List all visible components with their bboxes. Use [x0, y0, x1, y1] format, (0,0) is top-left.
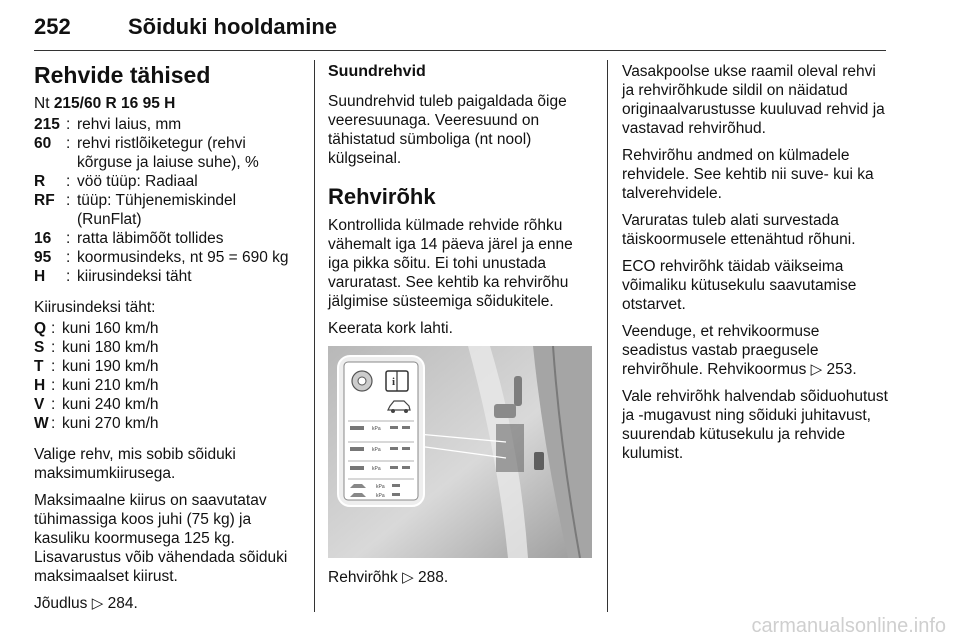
definition-value: rehvi ristlõiketegur (rehvi kõrguse ja laiuse suhe), %: [77, 135, 259, 171]
label-unit: kPa: [376, 484, 385, 490]
definition-row: [34, 172, 302, 191]
definition-colon: :: [66, 230, 71, 247]
definition-colon: :: [51, 358, 56, 375]
page-reference-triangle-icon: ▷: [91, 595, 104, 612]
definition-colon: :: [51, 320, 56, 337]
section-heading-tire-markings: Rehvide tähised: [34, 62, 211, 88]
column-divider: [314, 60, 315, 612]
paragraph-with-reference: Veenduge, et rehvikoormuse seadistus vastab praegusele rehvirõhule. Rehvikoormus ▷ 253.: [622, 323, 857, 378]
definition-row: [34, 376, 302, 395]
definition-key: 95: [34, 249, 52, 266]
definition-key: T: [34, 358, 44, 375]
label-unit: kPa: [372, 466, 381, 472]
column-1: [34, 62, 302, 621]
definition-value: kuni 270 km/h: [62, 415, 159, 432]
watermark: carmanualsonline.info: [751, 615, 946, 637]
definition-key: H: [34, 268, 46, 285]
section-heading-tire-pressure: Rehvirõhk: [328, 184, 436, 209]
definition-key: H: [34, 377, 46, 394]
paragraph: Valige rehv, mis sobib sõiduki maksimumkiirusega.: [34, 446, 236, 482]
example-code: 215/60 R 16 95 H: [53, 95, 176, 112]
definition-colon: :: [66, 249, 71, 266]
paragraph: Vale rehvirõhk halvendab sõiduohutust ja -mugavust ning sõiduki juhitavust, suurendab kütusekulu ja rehvide kulumist.: [622, 388, 888, 462]
definition-key: 215: [34, 116, 60, 133]
paragraph: Kontrollida külmade rehvide rõhku vähemalt iga 14 päeva järel ja enne iga pikka sõitu. Ei tohi unustada varuratast. See kehtib ka rehvirõhu jälgimise süsteemiga sõidukitele.: [328, 217, 573, 310]
column-3: [622, 62, 888, 471]
definition-row: [34, 134, 302, 172]
definition-key: V: [34, 396, 45, 413]
definition-row: [34, 357, 302, 376]
subheading-directional-tires: Suundrehvid: [328, 63, 426, 80]
definition-key: R: [34, 173, 46, 190]
paragraph: Rehvirõhu andmed on külmadele rehvidele. See kehtib nii suve- kui ka talverehvidele.: [622, 147, 874, 202]
definition-value: rehvi laius, mm: [77, 116, 182, 133]
definition-value: kuni 190 km/h: [62, 358, 159, 375]
definition-colon: :: [51, 377, 56, 394]
definition-value: kuni 160 km/h: [62, 320, 159, 337]
chapter-title: Sõiduki hooldamine: [128, 14, 338, 39]
page-number: 252: [34, 14, 71, 39]
definition-value: vöö tüüp: Radiaal: [77, 173, 198, 190]
speed-index-intro: Kiirusindeksi täht:: [34, 299, 156, 316]
definition-key: S: [34, 339, 45, 356]
definition-value: kuni 180 km/h: [62, 339, 159, 356]
definition-colon: :: [51, 415, 56, 432]
definition-row: [34, 191, 302, 229]
definition-colon: :: [51, 396, 56, 413]
label-unit: kPa: [376, 493, 385, 499]
definition-value: kiirusindeksi täht: [77, 268, 192, 285]
column-divider: [607, 60, 608, 612]
definition-colon: :: [51, 339, 56, 356]
definition-colon: :: [66, 192, 71, 209]
definition-row: [34, 229, 302, 248]
definition-value: koormusindeks, nt 95 = 690 kg: [77, 249, 289, 266]
definition-colon: :: [66, 173, 71, 190]
definition-value: kuni 240 km/h: [62, 396, 159, 413]
definition-row: [34, 395, 302, 414]
example-line: Nt 215/60 R 16 95 H: [34, 95, 176, 112]
paragraph: ECO rehvirõhk täidab väikseima võimaliku kütusekulu saavutamise otstarvet.: [622, 258, 857, 313]
definition-key: Q: [34, 320, 47, 337]
tire-pressure-label-photo: [328, 346, 592, 558]
definition-key: 60: [34, 135, 52, 152]
definition-key: W: [34, 415, 49, 432]
definition-row: [34, 414, 302, 433]
page-reference-triangle-icon: ▷: [402, 569, 414, 586]
definition-value: ratta läbimõõt tollides: [77, 230, 224, 247]
definition-value: tüüp: Tühjenemiskindel (RunFlat): [77, 192, 237, 228]
definition-row: [34, 267, 302, 286]
paragraph: Keerata kork lahti.: [328, 320, 453, 337]
speed-index-list: [34, 319, 302, 433]
definition-colon: :: [66, 135, 71, 152]
cross-reference[interactable]: Jõudlus ▷ 284.: [34, 595, 138, 612]
page-reference-link[interactable]: 253.: [826, 361, 857, 378]
definition-colon: :: [66, 268, 71, 285]
svg-text:i: i: [392, 376, 396, 388]
paragraph: Suundrehvid tuleb paigaldada õige veeresuunaga. Veeresuund on tähistatud sümboliga (nt nool) külgseinal.: [328, 93, 567, 167]
definition-colon: :: [66, 116, 71, 133]
definition-row: [34, 248, 302, 267]
column-2: [328, 62, 594, 595]
definition-key: 16: [34, 230, 52, 247]
image-caption[interactable]: Rehvirõhk ▷ 288.: [328, 569, 449, 586]
definition-value: kuni 210 km/h: [62, 377, 159, 394]
label-unit: kPa: [372, 426, 381, 432]
definition-key: RF: [34, 192, 55, 209]
paragraph: Maksimaalne kiirus on saavutatav tühimassiga koos juhi (75 kg) ja kasuliku koormusega 125 kg. Lisavarustus võib vähendada sõiduki maksimaalset kiirust.: [34, 492, 288, 585]
page-reference-triangle-icon: ▷: [810, 361, 823, 378]
label-unit: kPa: [372, 447, 381, 453]
page-header: [34, 6, 886, 51]
definition-row: [34, 319, 302, 338]
definition-row: [34, 338, 302, 357]
definition-row: [34, 115, 302, 134]
paragraph: Varuratas tuleb alati survestada täiskoormusele ettenähtud rõhuni.: [622, 212, 856, 248]
paragraph: Vasakpoolse ukse raamil oleval rehvi ja rehvirõhkude sildil on näidatud originaalvarustusse kuuluvad rehvid ja vastavad rehvirõhud.: [622, 63, 885, 137]
tire-code-definitions: [34, 115, 302, 286]
